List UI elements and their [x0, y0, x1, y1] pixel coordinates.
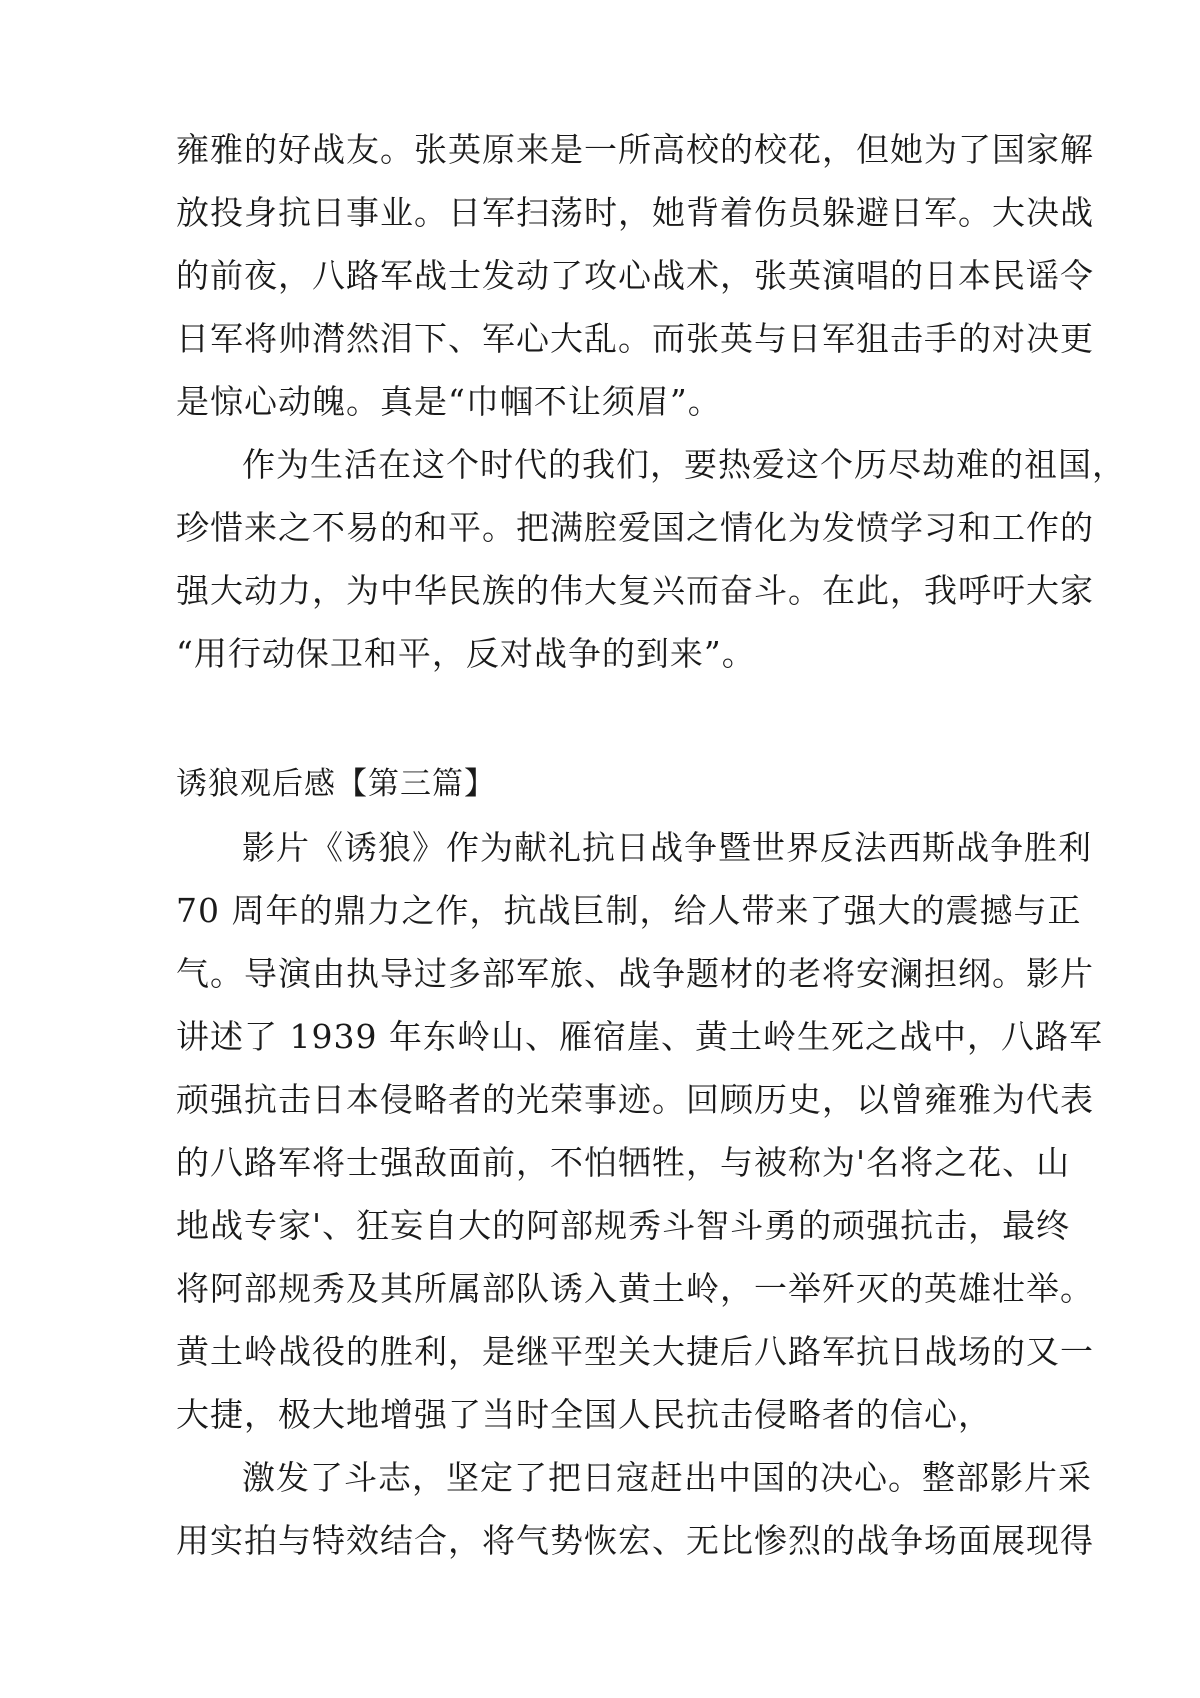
text-line: 黄土岭战役的胜利，是继平型关大捷后八路军抗日战场的又一: [176, 1332, 1094, 1371]
text-line: 顽强抗击日本侵略者的光荣事迹。回顾历史，以曾雍雅为代表: [176, 1080, 1094, 1119]
text-line: 日军将帅潸然泪下、军心大乱。而张英与日军狙击手的对决更: [176, 319, 1094, 358]
section-title: 诱狼观后感【第三篇】: [176, 766, 496, 802]
text-line: 是惊心动魄。真是“巾帼不让须眉”。: [176, 382, 722, 421]
text-line: 强大动力，为中华民族的伟大复兴而奋斗。在此，我呼吁大家: [176, 571, 1094, 610]
text-line: 将阿部规秀及其所属部队诱入黄土岭，一举歼灭的英雄壮举。: [176, 1269, 1094, 1308]
text-line: 激发了斗志，坚定了把日寇赶出中国的决心。整部影片采: [242, 1458, 1092, 1497]
paragraph-intro: [176, 816, 1103, 1446]
paragraph-film-effects: [176, 1446, 1094, 1572]
text-line: 气。导演由执导过多部军旅、战争题材的老将安澜担纲。影片: [176, 954, 1094, 993]
document-page: [176, 118, 1126, 1572]
section-gap: [176, 685, 1050, 753]
text-line: 的八路军将士强敌面前，不怕牺牲，与被称为'名将之花、山: [176, 1143, 1071, 1182]
text-line: “用行动保卫和平，反对战争的到来”。: [176, 634, 756, 673]
text-line: 作为生活在这个时代的我们，要热爱这个历尽劫难的祖国，: [242, 445, 1126, 484]
text-line: 珍惜来之不易的和平。把满腔爱国之情化为发愤学习和工作的: [176, 508, 1094, 547]
paragraph-continuation: [176, 118, 1094, 433]
text-line: 的前夜，八路军战士发动了攻心战术，张英演唱的日本民谣令: [176, 256, 1094, 295]
text-line: 雍雅的好战友。张英原来是一所高校的校花，但她为了国家解: [176, 130, 1094, 169]
text-line: 影片《诱狼》作为献礼抗日战争暨世界反法西斯战争胜利: [242, 828, 1092, 867]
text-line: 大捷，极大地增强了当时全国人民抗击侵略者的信心，: [176, 1395, 992, 1434]
text-line: 70 周年的鼎力之作，抗战巨制，给人带来了强大的震撼与正: [176, 891, 1082, 930]
text-line: 用实拍与特效结合，将气势恢宏、无比惨烈的战争场面展现得: [176, 1521, 1094, 1560]
paragraph-conclusion: [176, 433, 1126, 685]
text-line: 放投身抗日事业。日军扫荡时，她背着伤员躲避日军。大决战: [176, 193, 1094, 232]
text-line: 地战专家'、狂妄自大的阿部规秀斗智斗勇的顽强抗击，最终: [176, 1206, 1071, 1245]
text-line: 讲述了 1939 年东岭山、雁宿崖、黄土岭生死之战中，八路军: [176, 1017, 1103, 1056]
